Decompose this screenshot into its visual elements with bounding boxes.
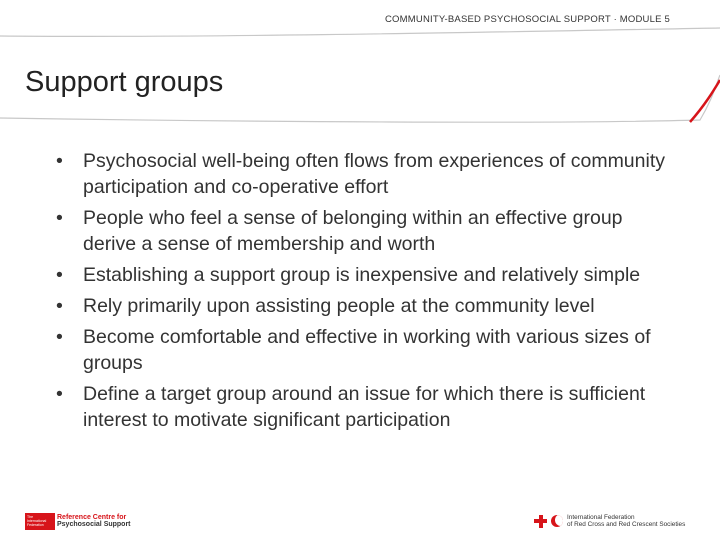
bullet-marker: •	[56, 150, 63, 172]
bullet-item	[56, 293, 676, 319]
red-crescent-icon	[551, 515, 563, 527]
reference-centre-line2: Psychosocial Support	[57, 521, 131, 528]
bullet-item	[56, 148, 676, 200]
bullet-item	[56, 262, 676, 288]
reference-centre-logo	[25, 512, 157, 530]
header-swoosh-decoration	[0, 0, 720, 130]
bullet-list	[56, 148, 676, 438]
bullet-marker: •	[56, 264, 63, 286]
bullet-text: Define a target group around an issue for which there is sufficient interest to motivate significant participation	[83, 383, 646, 431]
ifrc-red-box-icon	[25, 513, 55, 530]
bullet-marker: •	[56, 383, 63, 405]
ifrc-logo	[534, 513, 685, 529]
ifrc-line1: International Federation	[567, 514, 635, 521]
slide-title: Support groups	[25, 66, 224, 98]
logo-small-text: The International Federation	[27, 514, 47, 527]
bullet-marker: •	[56, 207, 63, 229]
bullet-text: Establishing a support group is inexpensive and relatively simple	[83, 264, 641, 286]
reference-centre-line1: Reference Centre for	[57, 513, 127, 521]
bullet-item	[56, 205, 676, 257]
module-header: COMMUNITY-BASED PSYCHOSOCIAL SUPPORT · MODULE 5	[385, 14, 670, 25]
red-cross-icon	[534, 515, 547, 528]
bullet-text: People who feel a sense of belonging within an effective group derive a sense of membership and worth	[83, 207, 623, 255]
bullet-text: Become comfortable and effective in working with various sizes of groups	[83, 326, 651, 374]
bullet-text: Psychosocial well-being often flows from experiences of community participation and co-operative effort	[83, 150, 666, 198]
bullet-item	[56, 381, 676, 433]
reference-centre-text	[57, 514, 157, 529]
ifrc-text	[567, 514, 685, 528]
bullet-marker: •	[56, 326, 63, 348]
ifrc-line2: of Red Cross and Red Crescent Societies	[567, 521, 686, 528]
bullet-marker: •	[56, 295, 63, 317]
bullet-text: Rely primarily upon assisting people at the community level	[83, 295, 595, 317]
bullet-item	[56, 324, 676, 376]
